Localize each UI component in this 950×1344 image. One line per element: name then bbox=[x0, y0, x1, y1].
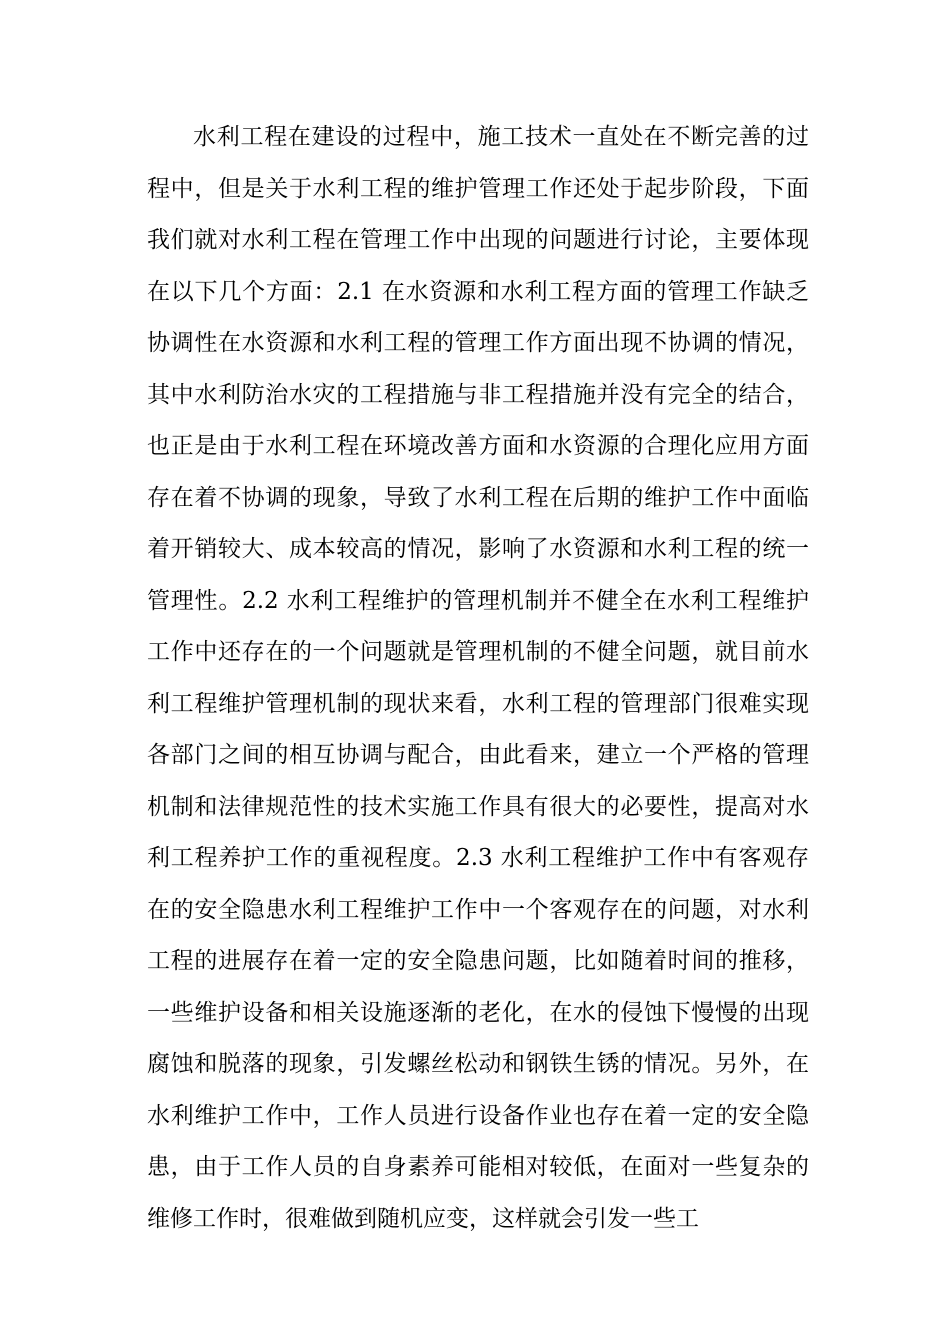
body-paragraph: 水利工程在建设的过程中，施工技术一直处在不断完善的过程中，但是关于水利工程的维护管理工作还处于起步阶段，下面我们就对水利工程在管理工作中出现的问题进行讨论，主要体现在以下几个方面：2.1 在水资源和水利工程方面的管理工作缺乏协调性在水资源和水利工程的管理工作方面出现不协调的情况，其中水利防治水灾的工程措施与非工程措施并没有完全的结合，也正是由于水利工程在环境改善方面和水资源的合理化应用方面存在着不协调的现象，导致了水利工程在后期的维护工作中面临着开销较大、成本较高的情况，影响了水资源和水利工程的统一管理性。2.2 水利工程维护的管理机制并不健全在水利工程维护工作中还存在的一个问题就是管理机制的不健全问题，就目前水利工程维护管理机制的现状来看，水利工程的管理部门很难实现各部门之间的相互协调与配合，由此看来，建立一个严格的管理机制和法律规范性的技术实施工作具有很大的必要性，提高对水利工程养护工作的重视程度。2.3 水利工程维护工作中有客观存在的安全隐患水利工程维护工作中一个客观存在的问题，对水利工程的进展存在着一定的安全隐患问题，比如随着时间的推移，一些维护设备和相关设施逐渐的老化，在水的侵蚀下慢慢的出现腐蚀和脱落的现象，引发螺丝松动和钢铁生锈的情况。另外，在水利维护工作中，工作人员进行设备作业也存在着一定的安全隐患，由于工作人员的自身素养可能相对较低，在面对一些复杂的维修工作时，很难做到随机应变，这样就会引发一些工 bbox=[147, 124, 809, 1232]
